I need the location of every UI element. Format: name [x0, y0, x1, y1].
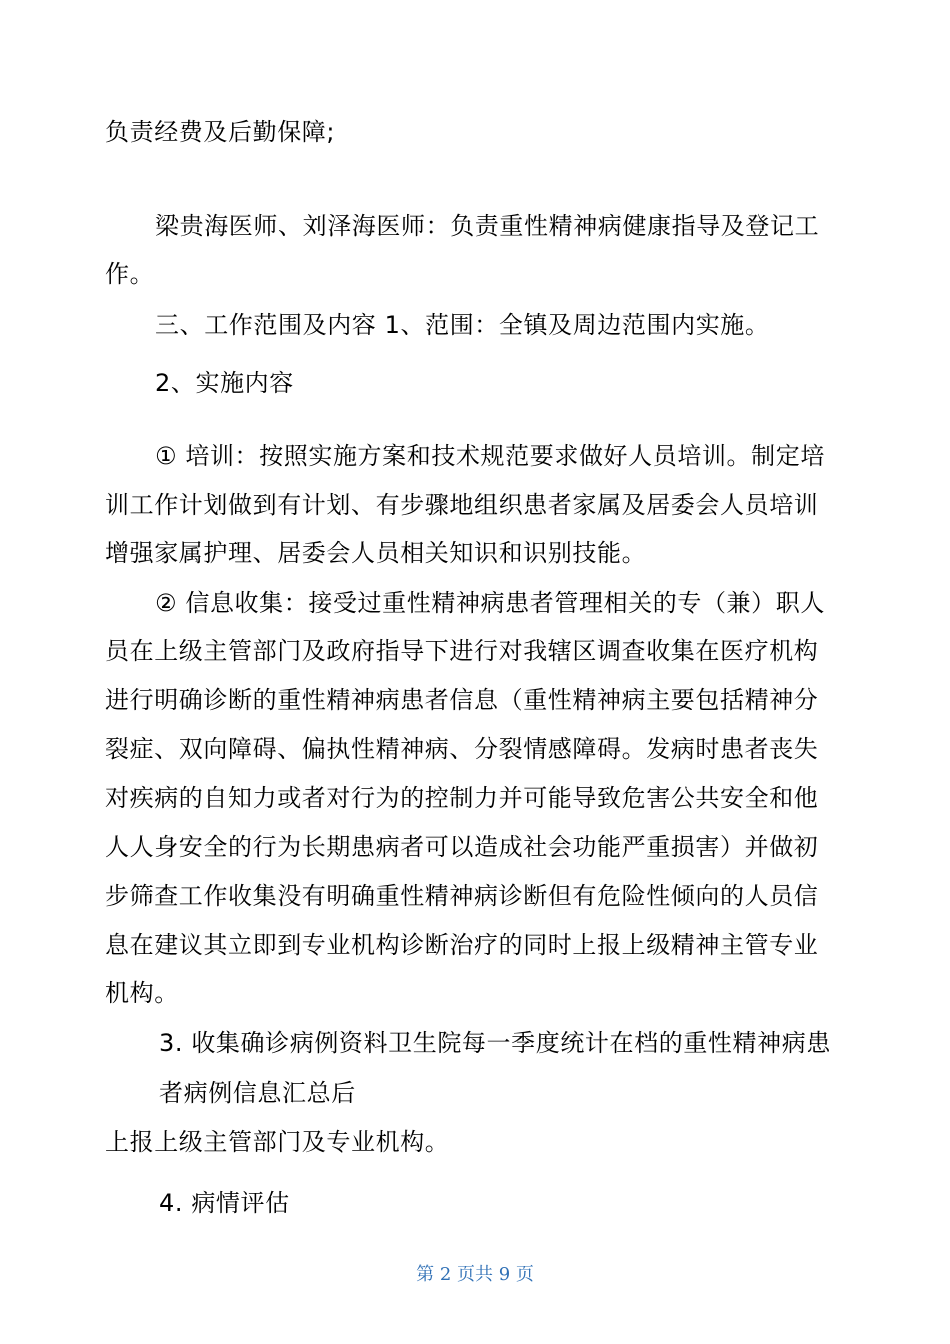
- body-line-info-9: 机构。: [105, 979, 179, 1007]
- body-line-2: 梁贵海医师、刘泽海医师：负责重性精神病健康指导及登记工: [155, 212, 820, 240]
- numbered-item-4: 4. 病情评估: [159, 1189, 290, 1217]
- body-line-info-4: 裂症、双向障碍、偏执性精神病、分裂情感障碍。发病时患者丧失: [105, 735, 819, 763]
- body-line-info-7: 步筛查工作收集没有明确重性精神病诊断但有危险性倾向的人员信: [105, 882, 819, 910]
- page-footer: 第 2 页共 9 页: [416, 1264, 534, 1285]
- body-line-3: 作。: [105, 260, 155, 288]
- section-heading-3: 三、工作范围及内容 1、范围：全镇及周边范围内实施。: [155, 311, 770, 339]
- body-line-info-5: 对疾病的自知力或者对行为的控制力并可能导致危害公共安全和他: [105, 784, 819, 812]
- body-line-info-1: ② 信息收集：接受过重性精神病患者管理相关的专（兼）职人: [155, 589, 825, 617]
- body-line-training-1: ① 培训：按照实施方案和技术规范要求做好人员培训。制定培: [155, 442, 825, 470]
- body-line-info-6: 人人身安全的行为长期患病者可以造成社会功能严重损害）并做初: [105, 833, 819, 861]
- body-line-info-8: 息在建议其立即到专业机构诊断治疗的同时上报上级精神主管专业: [105, 931, 819, 959]
- subsection-heading-2: 2、实施内容: [155, 369, 294, 397]
- body-line-info-2: 员在上级主管部门及政府指导下进行对我辖区调查收集在医疗机构: [105, 637, 819, 665]
- numbered-item-3: 3. 收集确诊病例资料卫生院每一季度统计在档的重性精神病患: [159, 1029, 831, 1057]
- numbered-item-3-continued: 者病例信息汇总后: [159, 1079, 356, 1107]
- body-line-1: 负责经费及后勤保障;: [105, 118, 336, 146]
- body-line-report: 上报上级主管部门及专业机构。: [105, 1128, 450, 1156]
- body-line-training-2: 训工作计划做到有计划、有步骤地组织患者家属及居委会人员培训: [105, 491, 819, 519]
- body-line-info-3: 进行明确诊断的重性精神病患者信息（重性精神病主要包括精神分: [105, 686, 819, 714]
- body-line-training-3: 增强家属护理、居委会人员相关知识和识别技能。: [105, 539, 647, 567]
